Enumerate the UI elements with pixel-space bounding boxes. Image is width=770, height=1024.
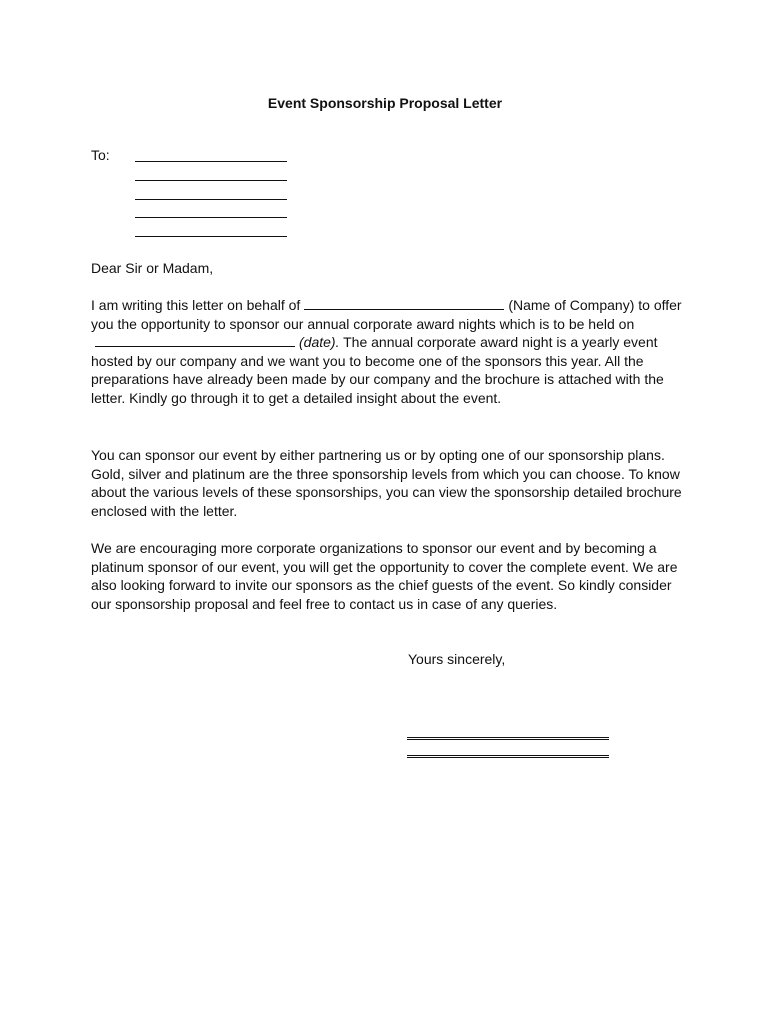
paragraph-2: You can sponsor our event by either partnering us or by opting one of our sponsorship plans. Gold, silver and platinum are the three sponsorship levels from which you can choose. To know about the various levels of these sponsorships, you can view the sponsorship detailed brochure enclosed with the letter.: [91, 447, 682, 519]
address-line-1: [135, 161, 287, 162]
para1-text-2: (Name of Company) to offer you the opportunity to sponsor our annual corporate award nights which is to be held on: [91, 297, 682, 332]
date-label: (date).: [299, 334, 340, 350]
company-name-blank: [304, 296, 504, 310]
para1-text-1: I am writing this letter on behalf of: [91, 297, 301, 313]
address-line-4: [135, 217, 287, 218]
paragraph-3: We are encouraging more corporate organizations to sponsor our event and by becoming a platinum sponsor of our event, you will get the opportunity to cover the complete event. We are also looking forward to invite our sponsors as the chief guests of the event. So kindly consider our sponsorship proposal and feel free to contact us in case of any queries.: [91, 540, 678, 612]
closing: Yours sincerely,: [408, 651, 506, 667]
paragraph-1: [91, 296, 691, 407]
signature-line-1: [407, 737, 609, 740]
date-blank: [95, 333, 295, 347]
address-line-5: [135, 236, 287, 237]
para1-text-3: The annual corporate award night is a yearly event hosted by our company and we want you to become one of the sponsors this year. All the preparations have already been made by our company and the brochure is attached with the letter. Kindly go through it to get a detailed insight about the event.: [91, 334, 664, 406]
address-line-3: [135, 199, 287, 200]
document-title: Event Sponsorship Proposal Letter: [267, 95, 503, 111]
salutation: Dear Sir or Madam,: [91, 260, 214, 276]
address-line-2: [135, 180, 287, 181]
signature-line-2: [407, 755, 609, 758]
to-label: To:: [91, 147, 110, 163]
